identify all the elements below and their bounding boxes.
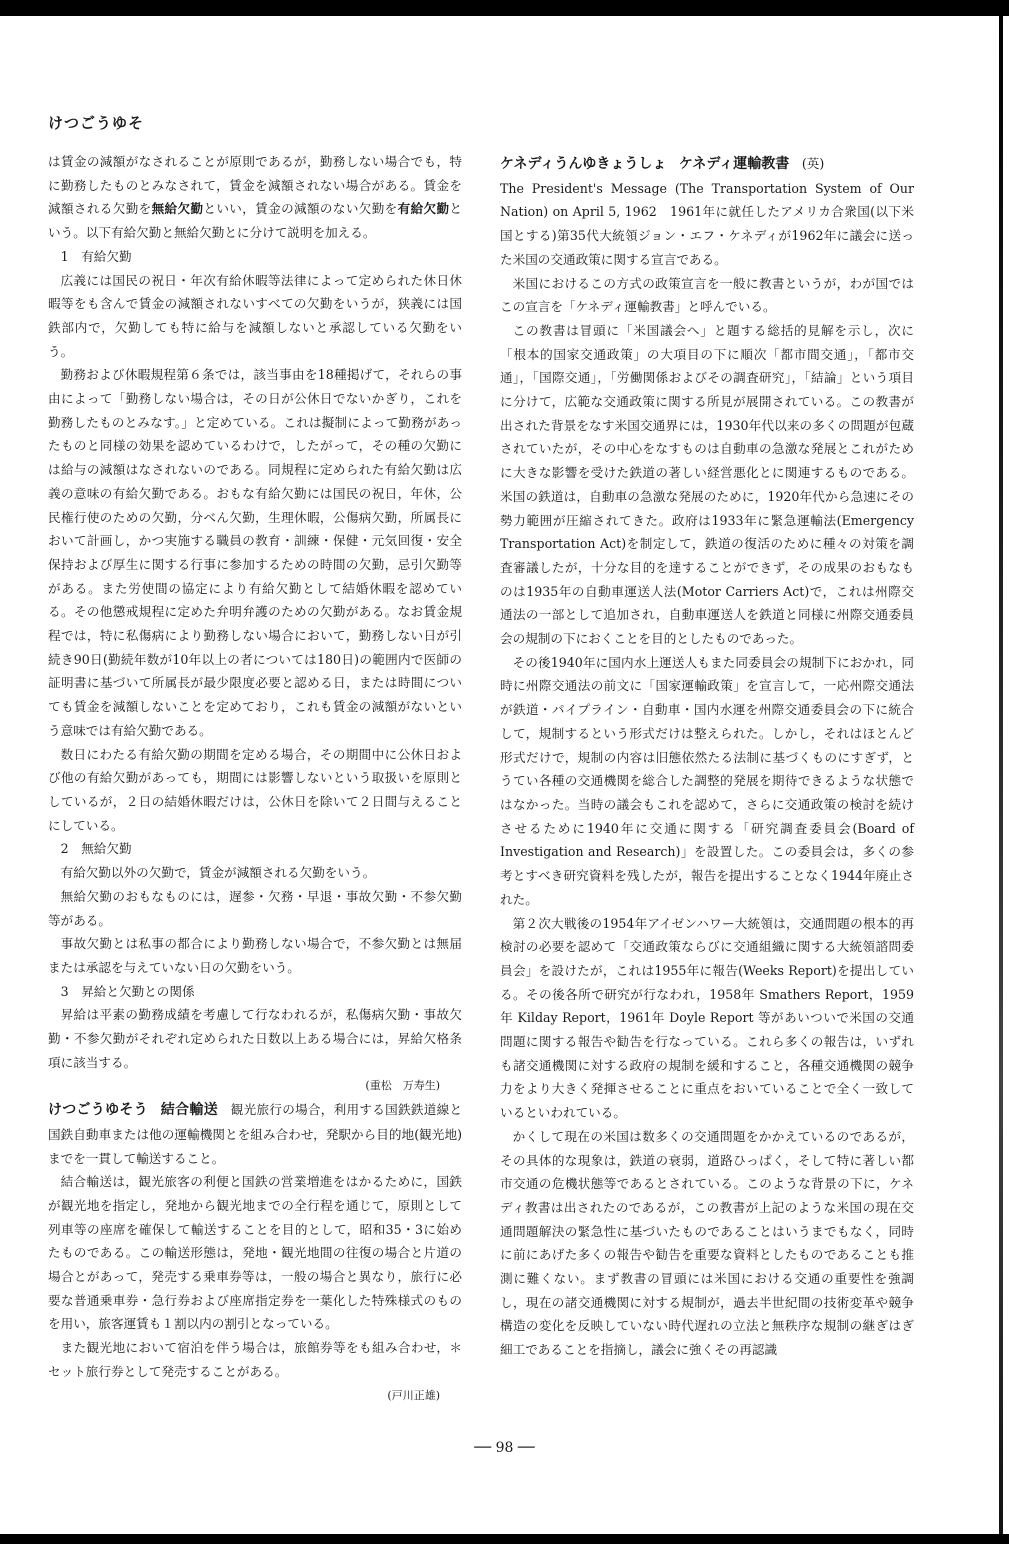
paragraph: 昇給は平素の勤務成績を考慮して行なわれるが，私傷病欠勤・事故欠勤・不参欠勤がそれぞれ定められた日数以上ある場合には，昇給欠格条項に該当する。	[48, 1007, 462, 1070]
entry-term: ケネディ運輸教書	[678, 156, 790, 172]
paragraph: 無給欠勤のおもなものには，遅参・欠務・早退・事故欠勤・不参欠勤等がある。	[48, 888, 462, 928]
right-edge-rule	[999, 16, 1003, 1534]
text: 観光旅行の場合，利用する国鉄鉄道線と国鉄自動車または他の運輸機関とを組み合わせ，発駅から目的地(観光地)までを一貫して輸送すること。	[48, 1102, 463, 1166]
paragraph: 事故欠勤とは私事の都合により勤務しない場合で，不参欠勤とは無届または承認を与えていない日の欠勤をいう。	[48, 936, 462, 975]
entry-reading: けつごうゆそう	[48, 1102, 148, 1119]
running-head: けつごうゆそ	[48, 114, 145, 132]
paragraph: 結合輸送は，観光旅客の利便と国鉄の営業増進をはかるために，国鉄が観光地を指定し，発地から観光地までの全行程を通じて，原則として列車等の座席を確保して輸送することを目的として，昭和35・3に始めたものである。この輸送形態は，発地・観光地間の往復の場合と片道の場合とがあって，発売する乗車券等は，一般の場合と異なり，旅行に必要な普通乗車券・急行券および座席指定券を一葉化した特殊様式のものを用い，旅客運賃も１割以内の割引となっている。	[48, 1174, 462, 1332]
paragraph	[48, 150, 462, 245]
paragraph: 数日にわたる有給欠勤の期間を定める場合，その期間中に公休日および他の有給欠勤があっても，期間には影響しないという取扱いを原則としているが，２日の結婚休暇だけは，公休日を除いて２日間与えることにしている。	[48, 746, 462, 833]
section-heading: 2 無給欠勤	[60, 841, 132, 857]
entry-reading: ケネディうんゆきょうしょ	[500, 156, 667, 172]
section-heading: 1 有給欠勤	[60, 248, 132, 264]
left-column	[48, 150, 462, 1407]
text: は賃金の減額がなされることが原則であるが，勤務しない場合でも，特に勤務したものとみなされて，賃金を減額されない場合がある。賃金を減額される欠勤を	[48, 154, 462, 217]
term-yukyu: 有給欠勤	[397, 201, 450, 217]
text: という。以下有給欠勤と無給欠勤とに分けて説明を加える。	[48, 201, 463, 241]
paragraph: 勤務および休暇規程第６条では，該当事由を18種掲げて，それらの事由によって「勤務しない場合は，その日が公休日でないかぎり，これを勤務したものとみなす。」と定めている。これは擬制によって勤務があったものと同様の効果を認めているわけで，したがって，その種の欠勤には給与の減額はなされないのである。同規程に定められた有給欠勤は広義の意味の有給欠勤である。おもな有給欠勤には国民の祝日，年休，公民権行使のための欠勤，分べん欠勤，生理休暇，公傷病欠勤，所属長において計画し，かつ実施する職員の教育・訓練・保健・元気回復・安全保持および厚生に関する行事に参加するための時間の欠勤，忌引欠勤等がある。また労使間の協定により有給欠勤として結婚休暇を認めている。その他懲戒規程に定めた弁明弁護のための欠勤がある。なお賃金規程では，特に私傷病により勤務しない場合において，勤務しない日が引続き90日(勤続年数が10年以上の者については180日)の範囲内で医師の証明書に基づいて所属長が最少限度必要と認める日，または時間についても賃金を減額しないことを定めており，これも賃金の減額がないという意味では有給欠勤である。	[48, 367, 462, 738]
author-signoff: (戸川正雄)	[387, 1388, 440, 1402]
top-border	[0, 0, 1009, 16]
paragraph: また観光地において宿泊を伴う場合は，旅館券等をも組み合わせ，＊セット旅行券として発売することがある。	[48, 1340, 462, 1379]
paragraph: 有給欠勤以外の欠勤で，賃金が減額される欠勤をいう。	[60, 865, 376, 881]
entry-term: 結合輸送	[160, 1102, 218, 1119]
paragraph: 米国におけるこの方式の政策宣言を一般に教書というが，わが国ではこの宣言を「ケネディ運輸教書」と呼んでいる。	[500, 275, 914, 315]
paragraph: 広義には国民の祝日・年次有給休暇等法律によって定められた休日休暇等をも含んで賃金の減額されないすべての欠勤をいうが，狭義には国鉄部内で，欠勤しても特に給与を減額しないと承認している欠勤をいう。	[48, 272, 462, 359]
right-column	[500, 152, 914, 1362]
paragraph: その後1940年に国内水上運送人もまた同委員会の規制下におかれ，同時に州際交通法の前文に「国家運輸政策」を宣言して，一応州際交通法が鉄道・パイプライン・自動車・国内水運を州際交通委員会の下に統合して，規制するという形式だけは整えられた。しかし，それはほとんど形式だけで，規制の内容は旧態依然たる法制に基づくものにすぎず，とうてい各種の交通機関を総合した調整的発展を期待できるような状態ではなかった。当時の議会もこれを認めて，さらに交通政策の検討を続けさせるために1940年に交通に関する「研究調査委員会(Board of Investigation and Research)」を設置した。この委員会は，多くの参考とすべき研究資料を残したが，報告を提出することなく1944年廃止された。	[500, 654, 914, 907]
bottom-border	[0, 1534, 1009, 1544]
page-number: ── 98 ──	[474, 1440, 535, 1456]
entry-lang: (英)	[801, 156, 825, 171]
term-mukyu: 無給欠勤	[151, 201, 204, 217]
paragraph: かくして現在の米国は数多くの交通問題をかかえているのであるが，その具体的な現象は，鉄道の衰弱，道路ひっぱく，そして特に著しい都市交通の危機状態等であるとされている。このような背景の下に，ケネディ教書は出されたのであるが，この教書が上記のような米国の現在交通問題解決の緊急性に基づいたものであることはいうまでもなく，同時に前にあげた多くの報告や勧告を重要な資料としたものであることも推測に難くない。まず教書の冒頭には米国における交通の重要性を強調し，現在の諸交通機関に対する規制が，過去半世紀間の技術変革や競争構造の変化を反映していない時代遅れの立法と無秩序な規制の継ぎはぎ細工であることを指摘し，議会に強くその再認識	[500, 1128, 914, 1358]
entry-heading	[500, 152, 914, 177]
paragraph: 第２次大戦後の1954年アイゼンハワー大統領は，交通問題の根本的再検討の必要を認めて「交通政策ならびに交通組織に関する大統領諮問委員会」を設けたが，これは1955年に報告(Weeks Report)を提出している。その後各所で研究が行なわれ，1958年 Smathers Report，1959年 Kilday Report，1961年 Doyle Report 等があいついで米国の交通問題に関する報告や勧告を行なっている。これら多くの報告は，いずれも諸交通機関に対する政府の規制を緩和すること，各種交通機関の競争力をより大きく発揮させることに重点をおいていることで全く一致しているといわれている。	[500, 915, 914, 1121]
text: といい，賃金の減額のない欠勤を	[203, 201, 398, 217]
paragraph: The President's Message (The Transportation System of Our Nation) on April 5, 1962 1961年に就任したアメリカ合衆国(以下米国とする)第35代大統領ジョン・エフ・ケネディが1962年に議会に送った米国の交通政策に関する宣言である。	[500, 180, 914, 267]
paragraph: この教書は冒頭に「米国議会へ」と題する総括的見解を示し，次に「根本的国家交通政策」の大項目の下に順次「都市間交通」，「都市交通」，「国際交通」，「労働関係およびその調査研究」，「結論」という項目に分けて，広範な交通政策に関する所見が展開されている。この教書が出された背景をなす米国交通界には，1930年代以来の多くの問題が包蔵されていたが，その中心をなすものは自動車の急激な発展とこれがために大きな影響を受けた鉄道の著しい経営悪化とに関連するものである。米国の鉄道は，自動車の急激な発展のために，1920年代から急速にその勢力範囲が圧縮されてきた。政府は1933年に緊急運輸法(Emergency Transportation Act)を制定して，鉄道の復活のために種々の対策を調査審議したが，十分な目的を達することができず，その成果のおもなものは1935年の自動車運送人法(Motor Carriers Act)で，これは州際交通法の一部として追加され，自動車運送人を鉄道と同様に州際交通委員会の規制の下におくことを目的としたものであった。	[500, 322, 914, 647]
section-heading: 3 昇給と欠勤との関係	[60, 983, 195, 999]
author-signoff: (重松 万寿生)	[365, 1079, 440, 1093]
entry-ketsugo-yuso	[48, 1098, 462, 1170]
